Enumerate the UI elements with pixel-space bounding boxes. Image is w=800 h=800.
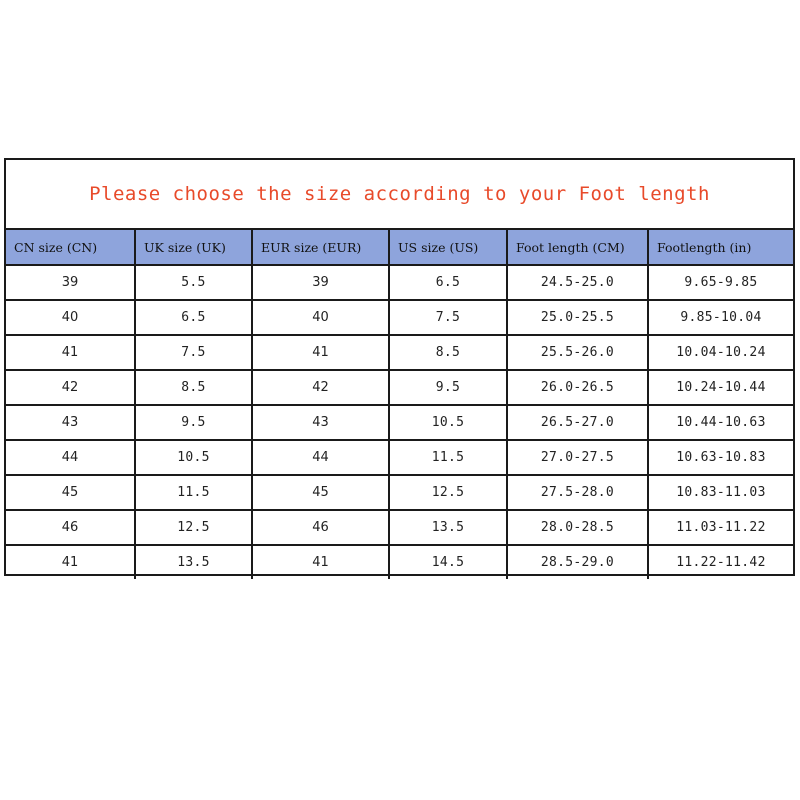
foot-length-cm-cell: 26.5-27.0 bbox=[507, 405, 648, 440]
eur-size-cell: 44 bbox=[252, 440, 389, 475]
foot-length-cm-cell: 28.0-28.5 bbox=[507, 510, 648, 545]
uk-size-cell: 9.5 bbox=[135, 405, 252, 440]
table-row bbox=[6, 545, 793, 579]
foot-length-in-cell: 10.83-11.03 bbox=[648, 475, 793, 510]
us-size-cell: 10.5 bbox=[389, 405, 507, 440]
us-size-cell: 12.5 bbox=[389, 475, 507, 510]
table-row bbox=[6, 265, 793, 300]
foot-length-in-cell: 9.65-9.85 bbox=[648, 265, 793, 300]
cn-size-cell: 39 bbox=[6, 265, 135, 300]
foot-length-cm-cell: 27.0-27.5 bbox=[507, 440, 648, 475]
header-row bbox=[6, 230, 793, 265]
us-size-cell: 13.5 bbox=[389, 510, 507, 545]
table-row bbox=[6, 405, 793, 440]
column-header-eur-size: EUR size (EUR) bbox=[252, 230, 389, 265]
cn-size-cell: 40 bbox=[6, 300, 135, 335]
us-size-cell: 7.5 bbox=[389, 300, 507, 335]
uk-size-cell: 7.5 bbox=[135, 335, 252, 370]
column-header-foot-length-cm: Foot length (CM) bbox=[507, 230, 648, 265]
table-row bbox=[6, 300, 793, 335]
eur-size-cell: 41 bbox=[252, 545, 389, 579]
uk-size-cell: 13.5 bbox=[135, 545, 252, 579]
us-size-cell: 14.5 bbox=[389, 545, 507, 579]
eur-size-cell: 42 bbox=[252, 370, 389, 405]
foot-length-in-cell: 10.44-10.63 bbox=[648, 405, 793, 440]
foot-length-cm-cell: 27.5-28.0 bbox=[507, 475, 648, 510]
foot-length-in-cell: 9.85-10.04 bbox=[648, 300, 793, 335]
column-header-uk-size: UK size (UK) bbox=[135, 230, 252, 265]
uk-size-cell: 8.5 bbox=[135, 370, 252, 405]
uk-size-cell: 5.5 bbox=[135, 265, 252, 300]
us-size-cell: 6.5 bbox=[389, 265, 507, 300]
uk-size-cell: 12.5 bbox=[135, 510, 252, 545]
uk-size-cell: 11.5 bbox=[135, 475, 252, 510]
foot-length-cm-cell: 28.5-29.0 bbox=[507, 545, 648, 579]
size-table bbox=[6, 230, 793, 579]
foot-length-cm-cell: 25.0-25.5 bbox=[507, 300, 648, 335]
eur-size-cell: 43 bbox=[252, 405, 389, 440]
foot-length-in-cell: 11.03-11.22 bbox=[648, 510, 793, 545]
column-header-us-size: US size (US) bbox=[389, 230, 507, 265]
table-row bbox=[6, 335, 793, 370]
column-header-foot-length-in: Footlength (in) bbox=[648, 230, 793, 265]
title-row bbox=[6, 160, 793, 230]
table-row bbox=[6, 440, 793, 475]
foot-length-in-cell: 10.24-10.44 bbox=[648, 370, 793, 405]
foot-length-cm-cell: 24.5-25.0 bbox=[507, 265, 648, 300]
uk-size-cell: 10.5 bbox=[135, 440, 252, 475]
table-row bbox=[6, 510, 793, 545]
us-size-cell: 9.5 bbox=[389, 370, 507, 405]
eur-size-cell: 40 bbox=[252, 300, 389, 335]
cn-size-cell: 43 bbox=[6, 405, 135, 440]
foot-length-in-cell: 10.63-10.83 bbox=[648, 440, 793, 475]
cn-size-cell: 41 bbox=[6, 335, 135, 370]
size-chart bbox=[4, 158, 795, 576]
eur-size-cell: 45 bbox=[252, 475, 389, 510]
foot-length-in-cell: 10.04-10.24 bbox=[648, 335, 793, 370]
cn-size-cell: 44 bbox=[6, 440, 135, 475]
table-row bbox=[6, 475, 793, 510]
us-size-cell: 8.5 bbox=[389, 335, 507, 370]
foot-length-cm-cell: 26.0-26.5 bbox=[507, 370, 648, 405]
eur-size-cell: 46 bbox=[252, 510, 389, 545]
foot-length-in-cell: 11.22-11.42 bbox=[648, 545, 793, 579]
foot-length-cm-cell: 25.5-26.0 bbox=[507, 335, 648, 370]
column-header-cn-size: CN size (CN) bbox=[6, 230, 135, 265]
cn-size-cell: 42 bbox=[6, 370, 135, 405]
us-size-cell: 11.5 bbox=[389, 440, 507, 475]
cn-size-cell: 41 bbox=[6, 545, 135, 579]
cn-size-cell: 45 bbox=[6, 475, 135, 510]
uk-size-cell: 6.5 bbox=[135, 300, 252, 335]
size-chart-title: Please choose the size according to your Foot length bbox=[89, 183, 710, 205]
cn-size-cell: 46 bbox=[6, 510, 135, 545]
eur-size-cell: 41 bbox=[252, 335, 389, 370]
table-row bbox=[6, 370, 793, 405]
eur-size-cell: 39 bbox=[252, 265, 389, 300]
